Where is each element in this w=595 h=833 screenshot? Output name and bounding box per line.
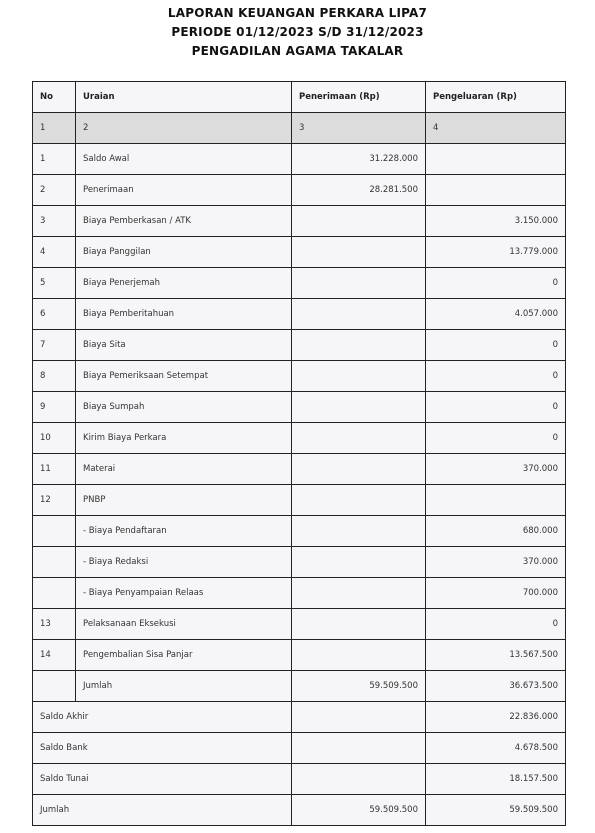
row-pengeluaran: 0: [426, 330, 566, 361]
report-title-line-2: PERIODE 01/12/2023 S/D 31/12/2023: [171, 25, 424, 39]
row-no: 14: [33, 640, 76, 671]
row-no: 12: [33, 485, 76, 516]
table-row: [33, 330, 566, 361]
row-pengeluaran: 0: [426, 609, 566, 640]
header-pengeluaran: Pengeluaran (Rp): [426, 82, 566, 113]
table-row: [33, 578, 566, 609]
row-pengeluaran: 13.779.000: [426, 237, 566, 268]
summary-label: Jumlah: [33, 795, 292, 826]
row-penerimaan: [292, 609, 426, 640]
column-number: 2: [76, 113, 292, 144]
row-no: 1: [33, 144, 76, 175]
row-penerimaan: [292, 268, 426, 299]
row-penerimaan: [292, 547, 426, 578]
column-number-row: [33, 113, 566, 144]
row-uraian: Biaya Penerjemah: [76, 268, 292, 299]
financial-report-table: [32, 81, 566, 826]
row-penerimaan: [292, 392, 426, 423]
row-penerimaan: 59.509.500: [292, 671, 426, 702]
row-no: 5: [33, 268, 76, 299]
table-row: [33, 206, 566, 237]
header-uraian: Uraian: [76, 82, 292, 113]
table-row: [33, 454, 566, 485]
report-title: [0, 4, 595, 61]
row-penerimaan: [292, 206, 426, 237]
column-number: 1: [33, 113, 76, 144]
row-uraian: - Biaya Penyampaian Relaas: [76, 578, 292, 609]
row-pengeluaran: 370.000: [426, 547, 566, 578]
row-no: 10: [33, 423, 76, 454]
column-number: 3: [292, 113, 426, 144]
summary-penerimaan: [292, 733, 426, 764]
table-body: [33, 144, 566, 826]
summary-row-saldo-tunai: [33, 764, 566, 795]
row-pengeluaran: 0: [426, 361, 566, 392]
row-penerimaan: 31.228.000: [292, 144, 426, 175]
header-penerimaan: Penerimaan (Rp): [292, 82, 426, 113]
table-row: [33, 144, 566, 175]
row-uraian: Jumlah: [76, 671, 292, 702]
row-uraian: Biaya Pemberkasan / ATK: [76, 206, 292, 237]
row-no: 3: [33, 206, 76, 237]
row-no: 13: [33, 609, 76, 640]
row-penerimaan: [292, 423, 426, 454]
row-penerimaan: [292, 485, 426, 516]
table-row: [33, 268, 566, 299]
row-pengeluaran: 700.000: [426, 578, 566, 609]
subtotal-row: [33, 671, 566, 702]
row-pengeluaran: [426, 144, 566, 175]
row-pengeluaran: 0: [426, 423, 566, 454]
row-uraian: Pelaksanaan Eksekusi: [76, 609, 292, 640]
row-uraian: Biaya Pemeriksaan Setempat: [76, 361, 292, 392]
row-uraian: Pengembalian Sisa Panjar: [76, 640, 292, 671]
row-pengeluaran: 36.673.500: [426, 671, 566, 702]
row-uraian: Biaya Sita: [76, 330, 292, 361]
row-no: 11: [33, 454, 76, 485]
table-row: [33, 299, 566, 330]
table-row: [33, 361, 566, 392]
table-row: [33, 640, 566, 671]
row-uraian: - Biaya Pendaftaran: [76, 516, 292, 547]
row-penerimaan: [292, 330, 426, 361]
summary-pengeluaran: 59.509.500: [426, 795, 566, 826]
table-row: [33, 547, 566, 578]
summary-penerimaan: [292, 764, 426, 795]
row-pengeluaran: 370.000: [426, 454, 566, 485]
table-row: [33, 516, 566, 547]
row-uraian: Biaya Sumpah: [76, 392, 292, 423]
report-title-line-3: PENGADILAN AGAMA TAKALAR: [191, 44, 404, 58]
row-uraian: Saldo Awal: [76, 144, 292, 175]
row-pengeluaran: 680.000: [426, 516, 566, 547]
row-penerimaan: [292, 640, 426, 671]
row-pengeluaran: 0: [426, 268, 566, 299]
row-no: 7: [33, 330, 76, 361]
table-row: [33, 485, 566, 516]
summary-row-saldo-bank: [33, 733, 566, 764]
row-pengeluaran: [426, 175, 566, 206]
summary-row-jumlah: [33, 795, 566, 826]
row-penerimaan: [292, 516, 426, 547]
table-row: [33, 237, 566, 268]
header-no: No: [33, 82, 76, 113]
row-no: 8: [33, 361, 76, 392]
table-row: [33, 423, 566, 454]
row-penerimaan: [292, 299, 426, 330]
summary-row-saldo-akhir: [33, 702, 566, 733]
row-no: [33, 516, 76, 547]
row-penerimaan: 28.281.500: [292, 175, 426, 206]
row-no: 2: [33, 175, 76, 206]
row-no: 4: [33, 237, 76, 268]
table-header-row: [33, 82, 566, 113]
summary-label: Saldo Bank: [33, 733, 292, 764]
row-uraian: Biaya Panggilan: [76, 237, 292, 268]
row-uraian: - Biaya Redaksi: [76, 547, 292, 578]
row-no: [33, 578, 76, 609]
row-pengeluaran: 4.057.000: [426, 299, 566, 330]
row-pengeluaran: [426, 485, 566, 516]
summary-pengeluaran: 4.678.500: [426, 733, 566, 764]
row-penerimaan: [292, 578, 426, 609]
row-no: 9: [33, 392, 76, 423]
row-pengeluaran: 3.150.000: [426, 206, 566, 237]
row-pengeluaran: 13.567.500: [426, 640, 566, 671]
row-uraian: PNBP: [76, 485, 292, 516]
row-no: [33, 547, 76, 578]
row-no: 6: [33, 299, 76, 330]
table-row: [33, 609, 566, 640]
row-uraian: Kirim Biaya Perkara: [76, 423, 292, 454]
row-pengeluaran: 0: [426, 392, 566, 423]
summary-penerimaan: 59.509.500: [292, 795, 426, 826]
row-penerimaan: [292, 237, 426, 268]
table-row: [33, 392, 566, 423]
summary-pengeluaran: 22.836.000: [426, 702, 566, 733]
row-penerimaan: [292, 454, 426, 485]
summary-label: Saldo Tunai: [33, 764, 292, 795]
row-uraian: Materai: [76, 454, 292, 485]
summary-pengeluaran: 18.157.500: [426, 764, 566, 795]
table-row: [33, 175, 566, 206]
summary-label: Saldo Akhir: [33, 702, 292, 733]
row-no: [33, 671, 76, 702]
report-title-line-1: LAPORAN KEUANGAN PERKARA LIPA7: [167, 6, 428, 20]
row-uraian: Penerimaan: [76, 175, 292, 206]
row-uraian: Biaya Pemberitahuan: [76, 299, 292, 330]
column-number: 4: [426, 113, 566, 144]
summary-penerimaan: [292, 702, 426, 733]
row-penerimaan: [292, 361, 426, 392]
